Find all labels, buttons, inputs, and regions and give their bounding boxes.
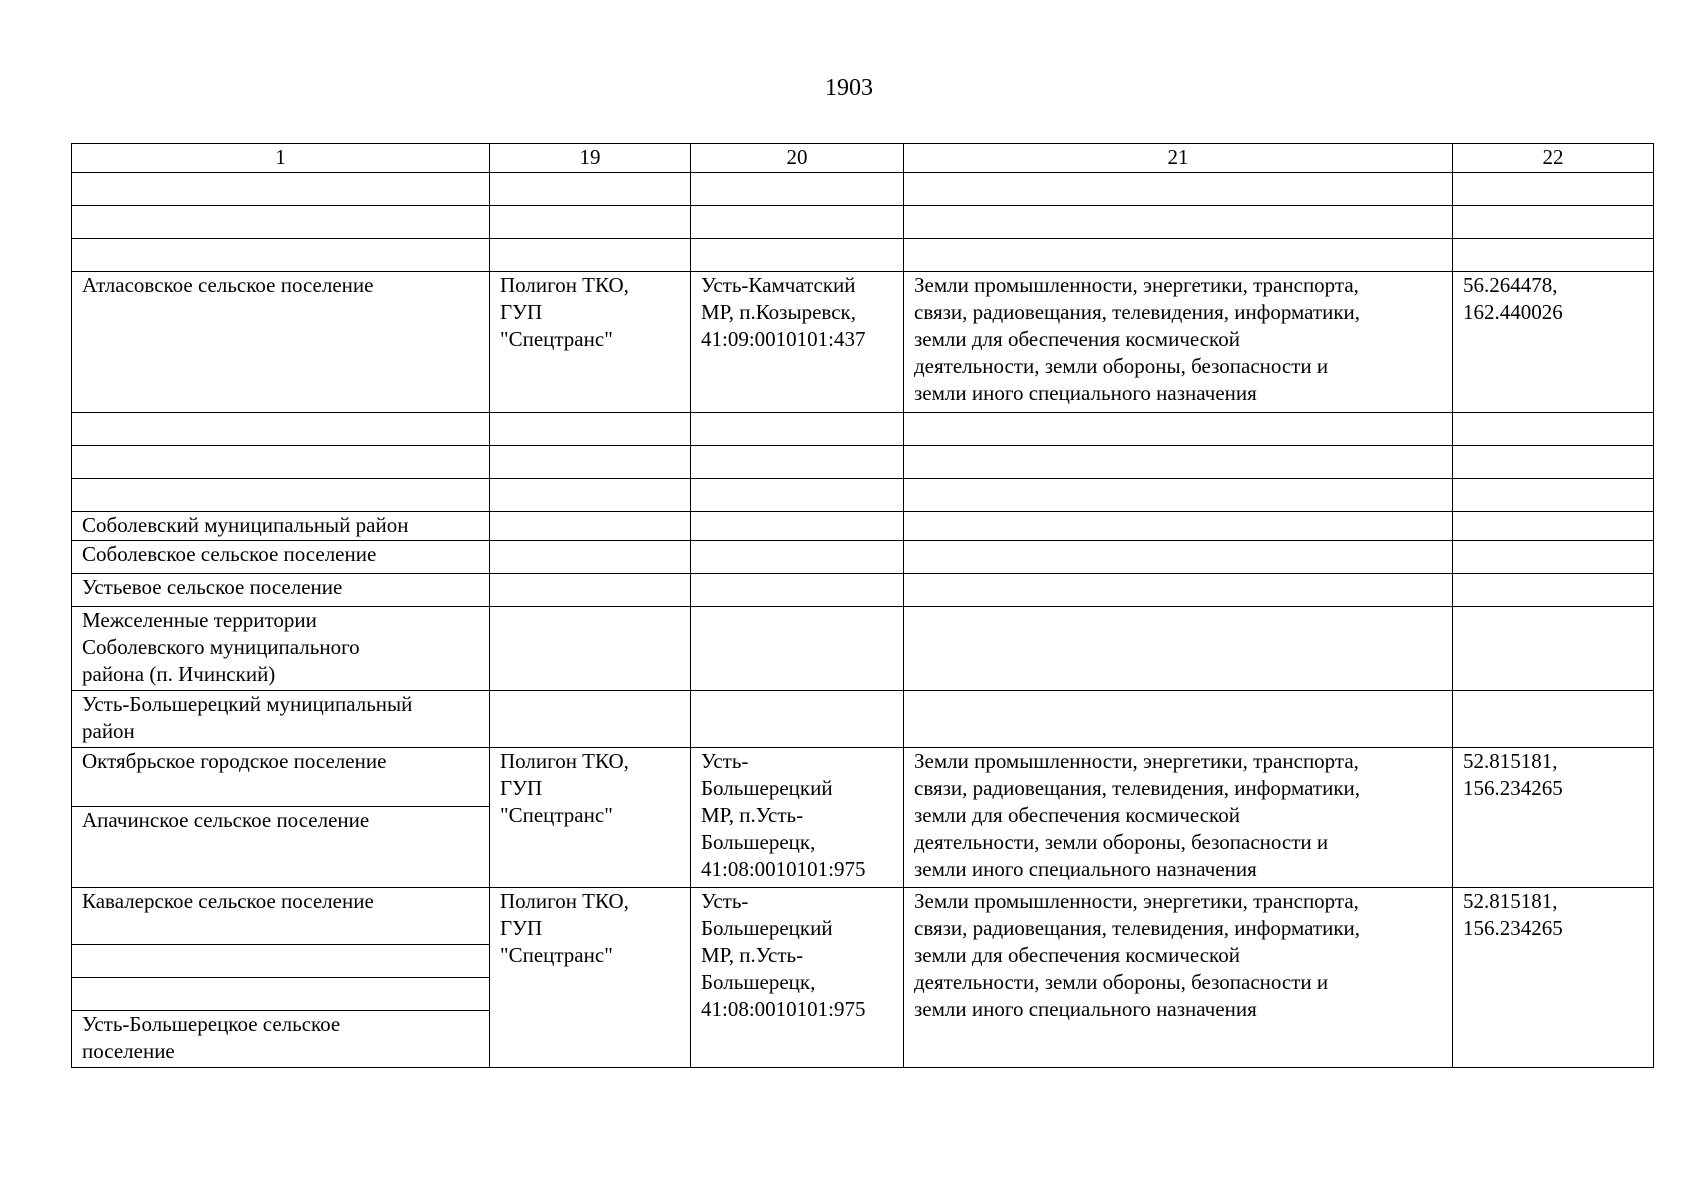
table-cell — [691, 206, 904, 239]
settlement-name: Усть-Большерецкий муниципальный район — [72, 691, 490, 748]
land-category-cell: Земли промышленности, энергетики, транспорта, связи, радиовещания, телевидения, информатики, земли для обеспечения космической деятельности, земли обороны, безопасности и земли иного специального назначения — [904, 888, 1453, 1068]
table-row-sobolevskoe — [72, 541, 1654, 574]
table-cell — [1453, 173, 1654, 206]
table-cell — [490, 541, 691, 574]
table-cell — [691, 413, 904, 446]
table-cell — [1453, 512, 1654, 541]
table-cell — [490, 479, 691, 512]
table-cell — [904, 574, 1453, 607]
settlement-name: Апачинское сельское поселение — [72, 807, 490, 888]
settlement-name: Атласовское сельское поселение — [72, 272, 490, 413]
header-cell-1: 1 — [72, 144, 490, 173]
coordinates-cell: 52.815181, 156.234265 — [1453, 748, 1654, 888]
table-cell — [904, 239, 1453, 272]
location-cell: Усть- Большерецкий МР, п.Усть- Большерецк, 41:08:0010101:975 — [691, 748, 904, 888]
table-cell — [1453, 479, 1654, 512]
header-cell-19: 19 — [490, 144, 691, 173]
table-row — [72, 239, 1654, 272]
land-category-cell: Земли промышленности, энергетики, транспорта, связи, радиовещания, телевидения, информатики, земли для обеспечения космической деятельности, земли обороны, безопасности и земли иного специального назначения — [904, 748, 1453, 888]
settlement-name: Соболевский муниципальный район — [72, 512, 490, 541]
table-cell — [72, 446, 490, 479]
table-cell — [1453, 541, 1654, 574]
settlement-name: Соболевское сельское поселение — [72, 541, 490, 574]
facility-cell: Полигон ТКО, ГУП "Спецтранс" — [490, 272, 691, 413]
coordinates-cell: 52.815181, 156.234265 — [1453, 888, 1654, 1068]
table-row-ust-bolsheretsky-district — [72, 691, 1654, 748]
table-row-oktyabrskoe — [72, 748, 1654, 807]
data-table — [71, 143, 1654, 1068]
table-cell — [904, 607, 1453, 691]
table-cell — [1453, 446, 1654, 479]
table-cell — [904, 206, 1453, 239]
table-row — [72, 446, 1654, 479]
coordinates-cell: 56.264478, 162.440026 — [1453, 272, 1654, 413]
table-cell — [1453, 413, 1654, 446]
table-cell — [72, 239, 490, 272]
land-category-cell: Земли промышленности, энергетики, транспорта, связи, радиовещания, телевидения, информатики, земли для обеспечения космической деятельности, земли обороны, безопасности и земли иного специального назначения — [904, 272, 1453, 413]
table-cell — [1453, 574, 1654, 607]
table-row — [72, 413, 1654, 446]
table-row-atlasovskoe — [72, 272, 1654, 413]
table-cell — [490, 413, 691, 446]
table-cell — [691, 173, 904, 206]
table-cell — [904, 691, 1453, 748]
table-cell — [1453, 691, 1654, 748]
facility-cell: Полигон ТКО, ГУП "Спецтранс" — [490, 888, 691, 1068]
header-cell-21: 21 — [904, 144, 1453, 173]
header-cell-20: 20 — [691, 144, 904, 173]
table-cell — [490, 574, 691, 607]
table-cell — [72, 206, 490, 239]
table-cell — [490, 446, 691, 479]
settlement-name: Межселенные территории Соболевского муниципального района (п. Ичинский) — [72, 607, 490, 691]
table-cell — [691, 446, 904, 479]
table-cell — [490, 173, 691, 206]
table-row — [72, 206, 1654, 239]
table-cell — [490, 691, 691, 748]
header-row — [72, 144, 1654, 173]
header-cell-22: 22 — [1453, 144, 1654, 173]
table-row-mezhselennye — [72, 607, 1654, 691]
table-cell — [691, 239, 904, 272]
table-cell — [490, 512, 691, 541]
settlement-name: Октябрьское городское поселение — [72, 748, 490, 807]
table-cell — [490, 206, 691, 239]
table-cell — [904, 512, 1453, 541]
table-cell — [691, 479, 904, 512]
table-cell — [691, 691, 904, 748]
table-cell — [691, 541, 904, 574]
table-row — [72, 173, 1654, 206]
table-cell — [904, 479, 1453, 512]
table-cell — [72, 479, 490, 512]
settlement-name: Усть-Большерецкое сельское поселение — [72, 1011, 490, 1068]
table-cell — [490, 239, 691, 272]
settlement-name: Кавалерское сельское поселение — [72, 888, 490, 945]
table-cell — [72, 978, 490, 1011]
table-cell — [691, 512, 904, 541]
table-row-ustevoe — [72, 574, 1654, 607]
location-cell: Усть-Камчатский МР, п.Козыревск, 41:09:0010101:437 — [691, 272, 904, 413]
facility-cell: Полигон ТКО, ГУП "Спецтранс" — [490, 748, 691, 888]
table-cell — [490, 607, 691, 691]
table-cell — [1453, 239, 1654, 272]
table-cell — [691, 607, 904, 691]
location-cell: Усть- Большерецкий МР, п.Усть- Большерецк, 41:08:0010101:975 — [691, 888, 904, 1068]
table-cell — [1453, 607, 1654, 691]
table-cell — [1453, 206, 1654, 239]
table-cell — [904, 173, 1453, 206]
table-row-sobolevsky-district — [72, 512, 1654, 541]
table-cell — [904, 541, 1453, 574]
table-cell — [72, 173, 490, 206]
table-cell — [904, 446, 1453, 479]
table-cell — [691, 574, 904, 607]
table-cell — [72, 945, 490, 978]
table-row — [72, 479, 1654, 512]
settlement-name: Устьевое сельское поселение — [72, 574, 490, 607]
page-number: 1903 — [825, 75, 873, 101]
table-cell — [72, 413, 490, 446]
table-row-kavalerskoe — [72, 888, 1654, 945]
table-cell — [904, 413, 1453, 446]
